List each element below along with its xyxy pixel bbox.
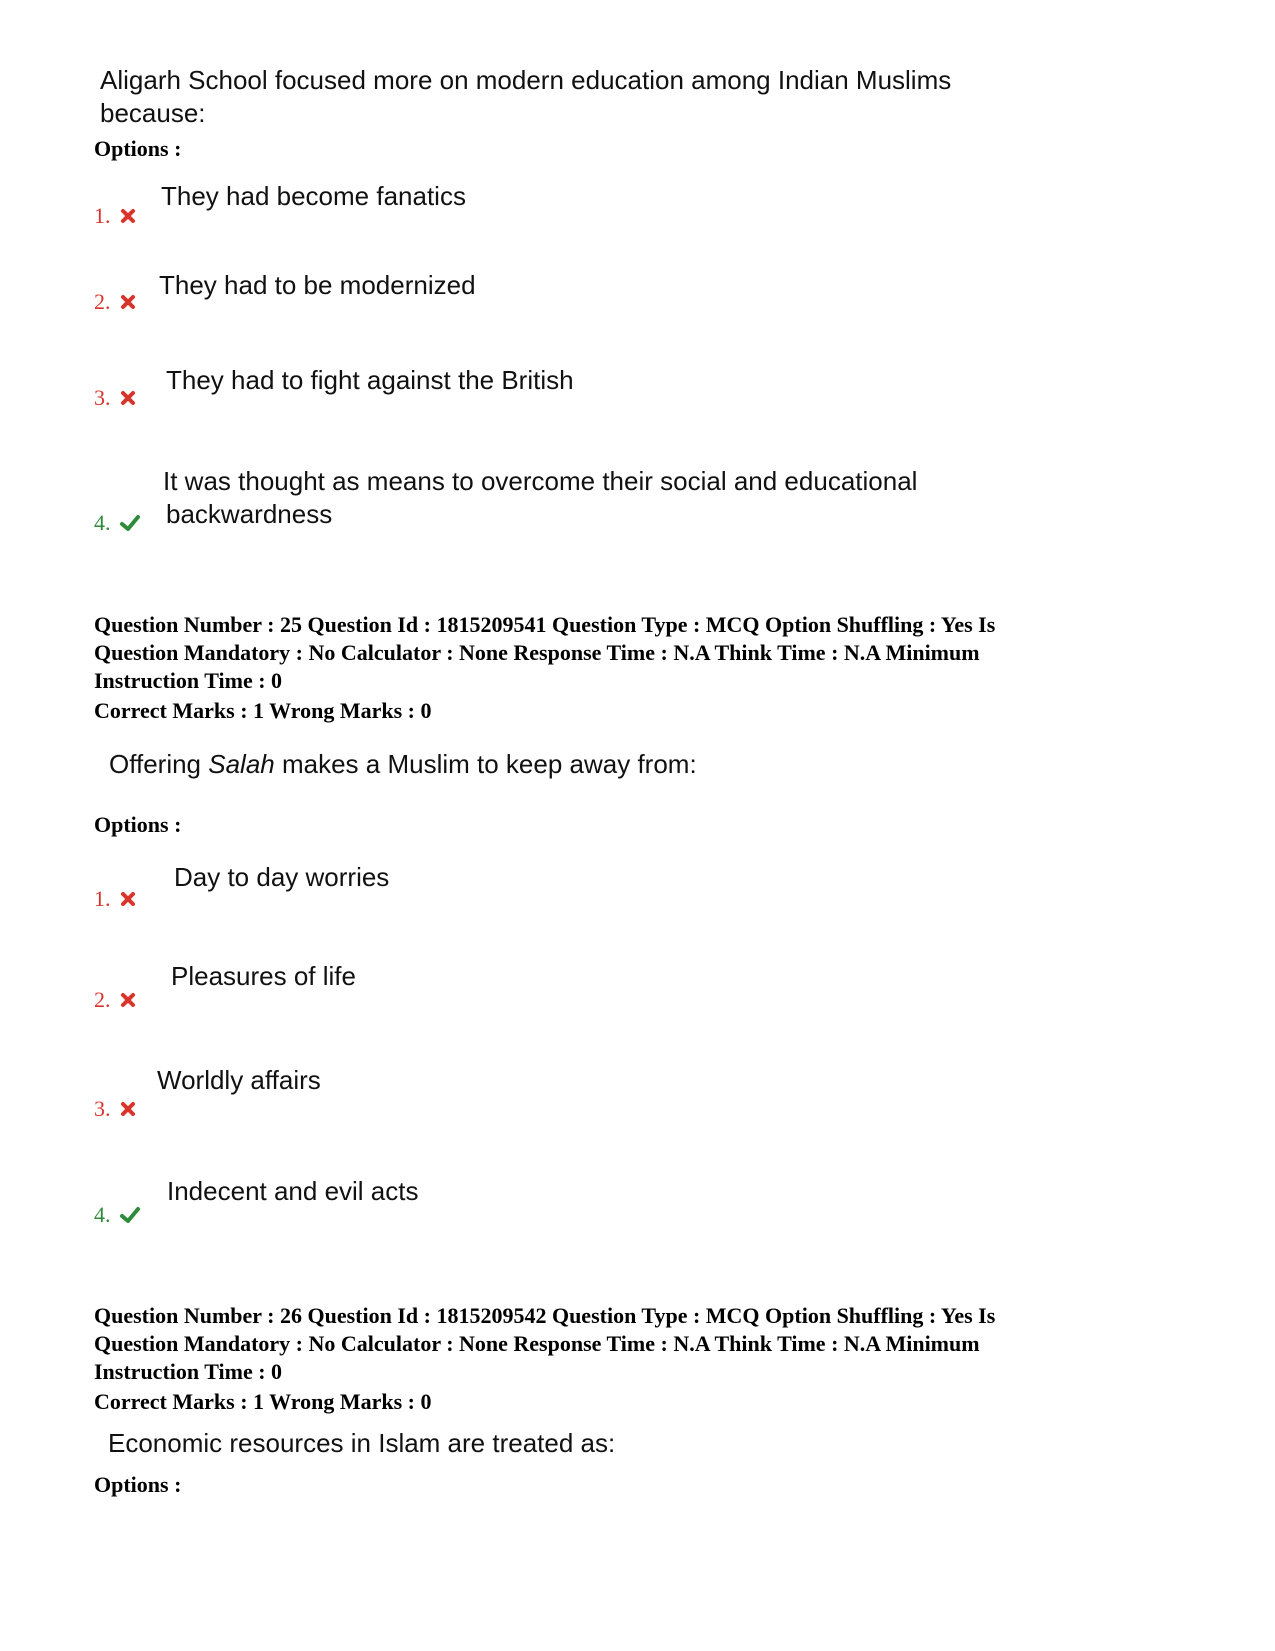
option-text: They had to fight against the British — [166, 365, 574, 395]
check-icon — [119, 514, 141, 532]
option-text: Day to day worries — [174, 862, 390, 892]
cross-icon — [119, 207, 137, 225]
marks-line: Correct Marks : 1 Wrong Marks : 0 — [94, 1389, 432, 1414]
cross-icon — [119, 890, 137, 908]
options-label: Options : — [94, 812, 182, 837]
option-text: Worldly affairs — [157, 1065, 321, 1095]
option-number: 3. — [94, 1096, 137, 1122]
option-text: Pleasures of life — [171, 961, 356, 991]
question-meta: Question Number : 26 Question Id : 1815209542 Question Type : MCQ Option Shuffling : Yes Is Question Mandatory : No Calculator : None Response Time : N.A Think Time : N.A Minimum Instruction Time : 0 — [94, 1303, 996, 1384]
cross-icon — [119, 1100, 137, 1118]
check-icon — [119, 1206, 141, 1224]
option-number: 2. — [94, 289, 137, 315]
cross-icon — [119, 389, 137, 407]
cross-icon — [119, 293, 137, 311]
option-number: 3. — [94, 385, 137, 411]
options-label: Options : — [94, 1472, 182, 1497]
option-number: 2. — [94, 987, 137, 1013]
question-meta: Question Number : 25 Question Id : 1815209541 Question Type : MCQ Option Shuffling : Yes Is Question Mandatory : No Calculator : None Response Time : N.A Think Time : N.A Minimum Instruction Time : 0 — [94, 612, 996, 693]
option-number: 1. — [94, 203, 137, 229]
marks-line: Correct Marks : 1 Wrong Marks : 0 — [94, 698, 432, 723]
option-text: It was thought as means to overcome their social and educational backwardness — [163, 466, 918, 529]
question-text: Aligarh School focused more on modern education among Indian Muslims because: — [100, 65, 952, 128]
option-number: 1. — [94, 886, 137, 912]
question-text: Offering Salah makes a Muslim to keep away from: — [109, 749, 697, 779]
option-number: 4. — [94, 510, 141, 536]
cross-icon — [119, 991, 137, 1009]
option-text: Indecent and evil acts — [167, 1176, 419, 1206]
option-text: They had to be modernized — [159, 270, 476, 300]
option-text: They had become fanatics — [161, 181, 466, 211]
option-number: 4. — [94, 1202, 141, 1228]
question-text: Economic resources in Islam are treated as: — [108, 1428, 616, 1458]
options-label: Options : — [94, 136, 182, 161]
